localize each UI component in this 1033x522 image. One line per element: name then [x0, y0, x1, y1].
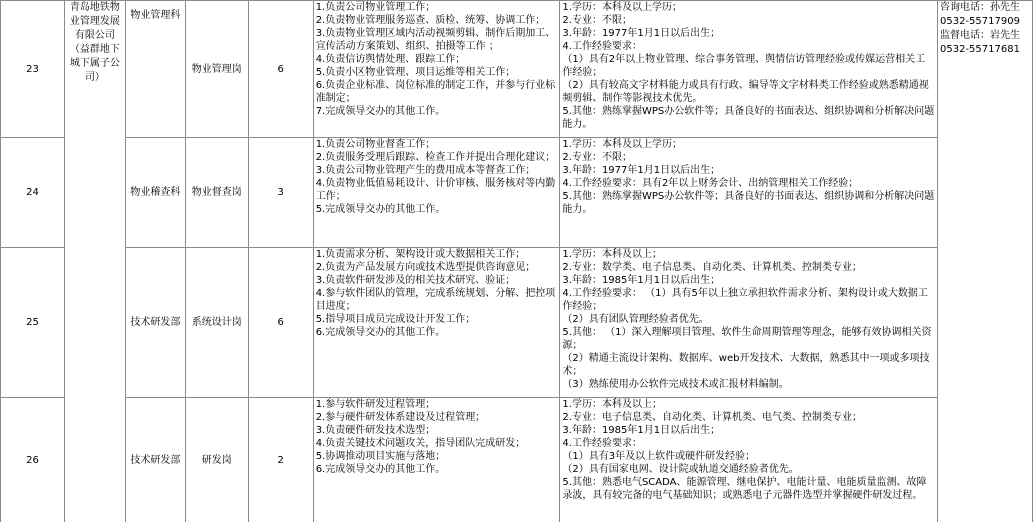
row-number: 26: [1, 398, 65, 522]
list-line: 5.其他：熟练掌握WPS办公软件等；具备良好的书面表达、组织协调和分析解决问题能力。: [562, 106, 935, 130]
requirements-cell: [560, 1, 938, 138]
department: 物业稽查科: [125, 138, 185, 248]
list-line: 监督电话：岩先生: [940, 30, 1020, 41]
list-line: 5.完成领导交办的其他工作。: [315, 204, 446, 215]
list-line: （1）具有3年及以上软件或硬件研发经验；: [562, 451, 756, 462]
headcount: 6: [248, 1, 313, 138]
list-line: 1.学历：本科及以上学历；: [562, 139, 682, 150]
position: 物业管理岗: [185, 1, 248, 138]
list-line: 1.负责公司物业管理工作；: [315, 2, 436, 13]
requirements-cell: [560, 248, 938, 398]
department: 物业管理科: [125, 1, 185, 138]
headcount: 2: [248, 398, 313, 522]
list-line: 5.负责小区物业管理、项目运维等相关工作；: [315, 67, 516, 78]
headcount: 3: [248, 138, 313, 248]
list-line: 6.完成领导交办的其他工作。: [315, 327, 446, 338]
position: 物业督查岗: [185, 138, 248, 248]
requirements-list: [562, 138, 935, 216]
department: 技术研发部: [125, 248, 185, 398]
table-row: [1, 138, 1033, 248]
list-line: 1.学历：本科及以上；: [562, 399, 662, 410]
list-line: 2.专业：不限；: [562, 152, 632, 163]
list-line: 5.指导项目成员完成设计开发工作；: [315, 314, 476, 325]
duties-cell: [313, 1, 560, 138]
position: 研发岗: [185, 398, 248, 522]
list-line: （2）具有较高文字材料能力或具有行政、编导等文字材料类工作经验或熟悉精通视频剪辑、制作等影视技术优先。: [562, 80, 929, 104]
contact-cell: [938, 1, 1033, 522]
list-line: 3.年龄：1977年1月1日以后出生；: [562, 165, 721, 176]
list-line: 4.参与软件团队的管理，完成系统规划、分解、把控项目进度；: [315, 288, 556, 312]
list-line: 5.其他： （1）深入理解项目管理、软件生命周期管理等理念，能够有效协调相关资源；: [562, 327, 932, 351]
list-line: 1.负责需求分析、架构设计或大数据相关工作；: [315, 249, 526, 260]
duties-list: [316, 138, 558, 216]
list-line: 0532-55717681: [940, 44, 1020, 55]
duties-list: [316, 1, 558, 118]
list-line: 4.工作经验要求：具有2年以上财务会计、出纳管理相关工作经验；: [562, 178, 859, 189]
table-row: [1, 398, 1033, 522]
duties-cell: [313, 138, 560, 248]
contact-list: [940, 1, 1030, 57]
list-line: 5.其他：熟悉电气SCADA、能源管理、继电保护、电能计量、电能质量监测、故障录波，具有较完备的电气基础知识；或熟悉电子元器件选型并掌握硬件研发过程。: [562, 477, 927, 501]
list-line: 2.负责服务受理后跟踪、检查工作并提出合理化建议；: [315, 152, 556, 163]
list-line: 4.负责物业低值易耗设计、计价审核、服务核对等内勤工作；: [315, 178, 556, 202]
list-line: 1.学历：本科及以上；: [562, 249, 662, 260]
list-line: 2.专业：电子信息类、自动化类、计算机类、电气类、控制类专业；: [562, 412, 862, 423]
duties-list: [316, 398, 558, 476]
list-line: 2.专业：数学类、电子信息类、自动化类、计算机类、控制类专业；: [562, 262, 862, 273]
list-line: 5.协调推动项目实施与落地；: [315, 451, 446, 462]
list-line: 4.负责关键技术问题攻关，指导团队完成研发；: [315, 438, 526, 449]
list-line: 3.负责硬件研发技术选型；: [315, 425, 436, 436]
duties-cell: [313, 398, 560, 522]
list-line: 3.年龄：1977年1月1日以后出生；: [562, 28, 721, 39]
list-line: 4.工作经验要求： （1）具有5年以上独立承担软件需求分析、架构设计或大数据工作经验；: [562, 288, 928, 312]
row-number: 24: [1, 138, 65, 248]
list-line: （2）具有团队管理经验者优先。: [562, 314, 709, 325]
list-line: 5.其他：熟练掌握WPS办公软件等；具备良好的书面表达、组织协调和分析解决问题能力。: [562, 191, 935, 215]
list-line: 3.负责软件研发涉及的相关技术研究、验证；: [315, 275, 516, 286]
requirements-cell: [560, 138, 938, 248]
list-line: 3.年龄：1985年1月1日以后出生；: [562, 275, 721, 286]
list-line: 0532-55717909: [940, 16, 1020, 27]
headcount: 6: [248, 248, 313, 398]
list-line: 2.负责为产品发展方向或技术选型提供咨询意见；: [315, 262, 536, 273]
list-line: 6.完成领导交办的其他工作。: [315, 464, 446, 475]
list-line: 1.学历：本科及以上学历；: [562, 2, 682, 13]
row-number: 25: [1, 248, 65, 398]
list-line: （1）具有2年以上物业管理、综合事务管理、舆情信访管理经验或传媒运营相关工作经验；: [562, 54, 926, 78]
requirements-list: [562, 248, 935, 391]
list-line: 6.负责企业标准、岗位标准的制定工作，并参与行业标准制定；: [315, 80, 556, 104]
table-row: [1, 1, 1033, 138]
list-line: 2.负责物业管理服务巡查、质检、统筹、协调工作；: [315, 15, 546, 26]
table-row: [1, 248, 1033, 398]
list-line: （2）具有国家电网、设计院或轨道交通经验者优先。: [562, 464, 799, 475]
list-line: 3.年龄：1985年1月1日以后出生；: [562, 425, 721, 436]
requirements-cell: [560, 398, 938, 522]
duties-list: [316, 248, 558, 339]
row-number: 23: [1, 1, 65, 138]
list-line: 4.负责信访舆情处理、跟踪工作；: [315, 54, 466, 65]
list-line: 2.参与硬件研发体系建设及过程管理；: [315, 412, 486, 423]
list-line: 1.负责公司物业督查工作；: [315, 139, 436, 150]
list-line: （2）精通主流设计架构、数据库、web开发技术、大数据，熟悉其中一项或多项技术；: [562, 353, 930, 377]
list-line: 2.专业：不限；: [562, 15, 632, 26]
list-line: 1.参与软件研发过程管理；: [315, 399, 436, 410]
list-line: 3.负责公司物业管理产生的费用成本等督查工作；: [315, 165, 536, 176]
list-line: （3）熟练使用办公软件完成技术或汇报材料编制。: [562, 379, 789, 390]
list-line: 4.工作经验要求：: [562, 41, 642, 52]
list-line: 咨询电话：孙先生: [940, 2, 1020, 13]
company-name: 青岛地铁物业管理发展有限公司（益群地下城下属子公司）: [64, 1, 125, 522]
position: 系统设计岗: [185, 248, 248, 398]
requirements-list: [562, 1, 935, 131]
list-line: 3.负责物业管理区域内活动视频剪辑、制作后期加工、宣传活动方案策划、组织、拍摄等工作 ；: [315, 28, 556, 52]
list-line: 7.完成领导交办的其他工作。: [315, 106, 446, 117]
department: 技术研发部: [125, 398, 185, 522]
list-line: 4.工作经验要求：: [562, 438, 642, 449]
requirements-list: [562, 398, 935, 502]
duties-cell: [313, 248, 560, 398]
